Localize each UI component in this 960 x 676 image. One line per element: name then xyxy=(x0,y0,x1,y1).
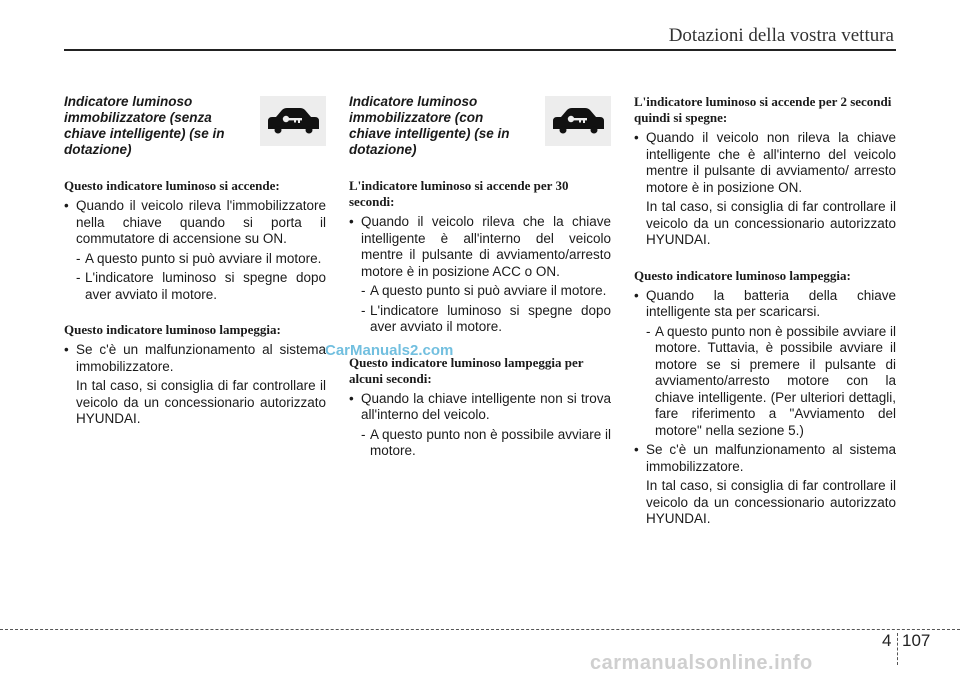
dash-mark: - xyxy=(76,250,81,266)
bullet-item: • Quando la chiave intelligente non si trova all'interno del veicolo. xyxy=(349,391,611,424)
bullet-item: • Quando la batteria della chiave intelligente sta per scaricarsi. xyxy=(634,288,896,321)
subheading: L'indicatore luminoso si accende per 2 secondi quindi si spegne: xyxy=(634,94,892,125)
immobilizer-car-key-icon xyxy=(264,105,322,135)
section-heading: Indicatore luminoso immobilizzatore (senza chiave intelligente) (se in dotazione) xyxy=(64,94,225,157)
dash-item xyxy=(64,270,326,303)
dash-mark: - xyxy=(646,323,651,339)
header-rule xyxy=(64,49,896,51)
paragraph: In tal caso, si consiglia di far controllare il veicolo da un concessionario autorizzato HYUNDAI. xyxy=(76,378,326,426)
dash-item xyxy=(349,283,611,300)
page-number: 107 xyxy=(902,631,931,650)
immobilizer-icon-box xyxy=(260,96,326,146)
header-title: Dotazioni della vostra vettura xyxy=(668,25,894,46)
footer-watermark: carmanualsonline.info xyxy=(590,652,813,674)
dash-item-text: A questo punto si può avviare il motore. xyxy=(85,250,322,266)
dash-item-text: A questo punto non è possibile avviare il motore. Tuttavia, è possibile avviare il motore se si premere il pulsante di avviamento/arresto motore con la chiave intelligente. (Per ulteriori dettagli, fare riferimento a "Avviamento del motore" nella sezione 5.) xyxy=(655,323,896,438)
immobilizer-icon-box xyxy=(545,96,611,146)
dash-mark: - xyxy=(76,270,81,285)
dash-item xyxy=(349,303,611,336)
subheading: Questo indicatore luminoso lampeggia per alcuni secondi: xyxy=(349,354,584,386)
chapter-number: 4 xyxy=(882,631,892,650)
page-separator xyxy=(897,633,898,665)
column-immobilizer-smart-key xyxy=(349,94,611,463)
subheading: Questo indicatore luminoso si accende: xyxy=(64,178,280,193)
dash-item-text: L'indicatore luminoso si spegne dopo aver avviato il motore. xyxy=(370,302,611,334)
bullet-item: • Quando il veicolo rileva l'immobilizzatore nella chiave quando si porta il commutatore di accensione su ON. xyxy=(64,198,326,248)
dash-item-text: A questo punto si può avviare il motore. xyxy=(370,283,607,298)
dash-item-text: L'indicatore luminoso si spegne dopo aver avviato il motore. xyxy=(85,270,326,302)
dash-item xyxy=(349,427,611,460)
footer-rule xyxy=(0,629,960,630)
bullet-item: • Quando il veicolo rileva che la chiave intelligente è all'interno del veicolo mentre il pulsante di avviamento/arresto motore è in posizione ACC o ON. xyxy=(349,214,611,280)
bullet-item: • Se c'è un malfunzionamento al sistema immobilizzatore. xyxy=(634,442,896,475)
paragraph: In tal caso, si consiglia di far controllare il veicolo da un concessionario autorizzato HYUNDAI. xyxy=(646,199,896,247)
bullet-item: • Quando il veicolo non rileva la chiave intelligente che è all'interno del veicolo mentre il pulsante di avviamento/ arresto motore è in posizione ON. xyxy=(634,130,896,196)
bullet-item: • Se c'è un malfunzionamento al sistema immobilizzatore. xyxy=(64,342,326,375)
dash-item xyxy=(64,251,326,268)
dash-item xyxy=(634,324,896,440)
paragraph: In tal caso, si consiglia di far controllare il veicolo da un concessionario autorizzato HYUNDAI. xyxy=(646,478,896,526)
subheading: L'indicatore luminoso si accende per 30 secondi: xyxy=(349,178,569,209)
column-smart-key-indicator xyxy=(634,94,896,531)
subheading: Questo indicatore luminoso lampeggia: xyxy=(64,322,281,337)
dash-mark: - xyxy=(361,283,366,298)
immobilizer-car-key-icon xyxy=(549,105,607,135)
dash-mark: - xyxy=(361,426,366,442)
column-immobilizer-no-smart-key xyxy=(64,94,326,431)
dash-mark: - xyxy=(361,302,366,318)
spacer xyxy=(634,252,896,268)
watermark: CarManuals2.com xyxy=(325,342,454,359)
section-heading: Indicatore luminoso immobilizzatore (con chiave intelligente) (se in dotazione) xyxy=(349,94,510,157)
spacer xyxy=(64,306,326,322)
dash-item-text: A questo punto non è possibile avviare il motore. xyxy=(370,426,611,458)
subheading: Questo indicatore luminoso lampeggia: xyxy=(634,267,851,283)
